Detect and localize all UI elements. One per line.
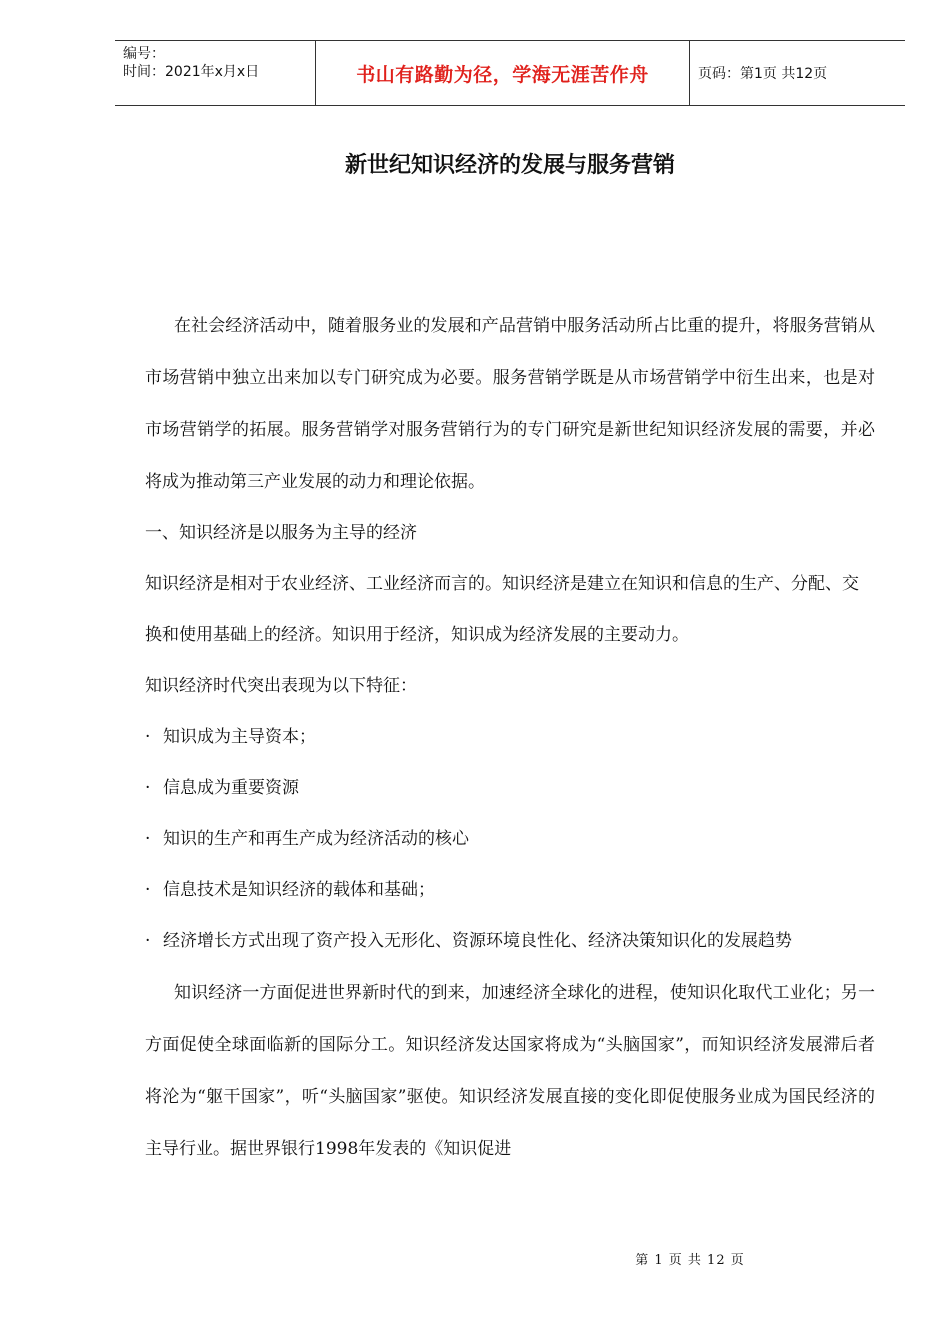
document-body [145,300,875,1175]
list-item-text: 信息技术是知识经济的载体和基础； [163,880,435,900]
footer-page-number: 第 1 页 共 12 页 [635,1253,745,1268]
time-label: 时间：2021年x月x日 [123,64,260,80]
header-page-cell [690,41,905,105]
header-page-info: 页码：第1页 共12页 [698,66,828,82]
header-motto: 书山有路勤为径，学海无涯苦作舟 [356,63,649,86]
bullet-marker: · [145,880,151,900]
list-item-text: 信息成为重要资源 [163,778,299,798]
list-item-text: 知识的生产和再生产成为经济活动的核心 [163,829,469,849]
serial-number-label: 编号： [123,46,165,62]
closing-paragraph: 知识经济一方面促进世界新时代的到来，加速经济全球化的进程，使知识化取代工业化；另一方面促使全球面临新的国际分工。知识经济发达国家将成为“头脑国家”，而知识经济发展滞后者将沦为“躯干国家”，听“头脑国家”驱使。知识经济发展直接的变化即促使服务业成为国民经济的主导行业。据世界银行1998年发表的《知识促进 [145,983,875,1159]
header-meta-cell [115,41,316,105]
features-intro: 知识经济时代突出表现为以下特征： [145,676,417,696]
list-item [145,712,875,763]
list-item [145,814,875,865]
list-item [145,916,875,967]
document-title: 新世纪知识经济的发展与服务营销 [344,153,675,178]
header-table [115,40,905,106]
list-item-text: 知识成为主导资本； [163,727,316,747]
feature-list [145,712,875,967]
bullet-marker: · [145,931,151,951]
bullet-marker: · [145,829,151,849]
intro-paragraph: 在社会经济活动中，随着服务业的发展和产品营销中服务活动所占比重的提升，将服务营销从市场营销中独立出来加以专门研究成为必要。服务营销学既是从市场营销学中衍生出来，也是对市场营销学的拓展。服务营销学对服务营销行为的专门研究是新世纪知识经济发展的需要，并必将成为推动第三产业发展的动力和理论依据。 [145,316,875,492]
header-motto-cell [316,41,690,105]
bullet-marker: · [145,727,151,747]
section-heading: 一、知识经济是以服务为主导的经济 [145,523,417,543]
list-item-text: 经济增长方式出现了资产投入无形化、资源环境良性化、经济决策知识化的发展趋势 [163,931,792,951]
list-item [145,865,875,916]
section-paragraph: 知识经济是相对于农业经济、工业经济而言的。知识经济是建立在知识和信息的生产、分配、交换和使用基础上的经济。知识用于经济，知识成为经济发展的主要动力。 [145,574,859,645]
list-item [145,763,875,814]
bullet-marker: · [145,778,151,798]
